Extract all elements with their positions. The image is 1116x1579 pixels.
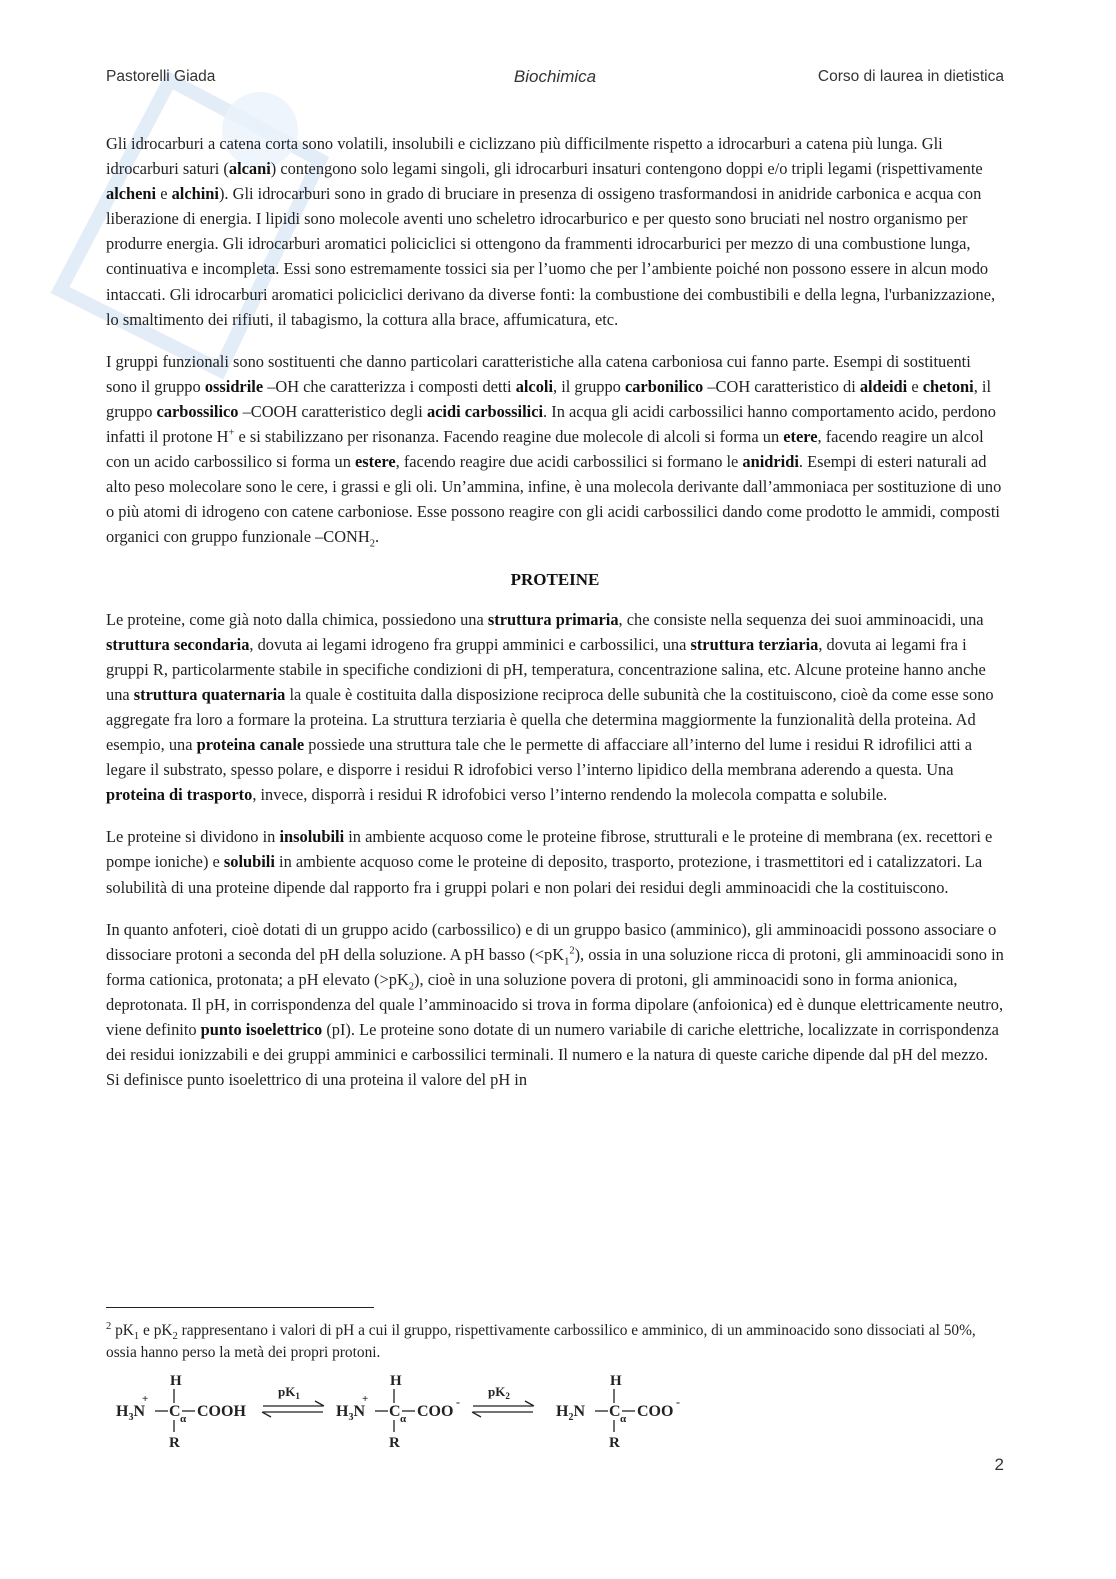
positive-charge: + — [142, 1393, 149, 1405]
svg-text:H: H — [610, 1373, 622, 1389]
carboxyl-group: COOH — [197, 1403, 246, 1420]
svg-text:C: C — [389, 1403, 401, 1420]
footnote-separator — [106, 1307, 374, 1308]
svg-text:H2N: $H_2N$ — [556, 1403, 586, 1423]
keyword: solubili — [223, 852, 275, 872]
keyword: alcoli — [515, 376, 554, 396]
keyword: anidridi — [742, 452, 799, 472]
svg-text:+: + — [362, 1393, 369, 1405]
r-group-label: R — [169, 1435, 180, 1451]
svg-text:α: α — [400, 1413, 407, 1425]
amino-acid-ionization-diagram — [110, 1368, 710, 1452]
keyword: estere — [354, 452, 396, 472]
keyword: carbossilico — [156, 401, 239, 421]
svg-text:R: R — [609, 1435, 620, 1451]
svg-text:H3N: $H_3N$ — [116, 1403, 146, 1423]
pk1-label: $pK_1$ — [278, 1384, 300, 1401]
paragraph-hydrocarbons: Gli idrocarburi a catena corta sono volatili, insolubili e ciclizzano più difficilmente rispetto a idrocarburi a catena più lunga. Gli idrocarburi saturi (alcani) contengono solo legami singoli, gli idrocarburi insaturi contengono doppi e/o tripli legami (rispettivamente alcheni e alchini). Gli idrocarburi sono in grado di bruciare in presenza di ossigeno trasformandosi in anidride carbonica e acqua con liberazione di energia. I lipidi sono molecole aventi uno scheletro idrocarburico e per questo sono bruciati nel nostro organismo per produrre energia. Gli idrocarburi aromatici policiclici si ottengono da frammenti idrocarburici per mezzo di una combustione lunga, continuativa e incompleta. Essi sono estremamente tossici sia per l’uomo che per l’ambiente poiché non possono essere in alcun modo intaccati. Gli idrocarburi aromatici policiclici derivano da diverse fonti: la combustione dei combustibili e della legna, l'urbanizzazione, lo smaltimento dei rifiuti, il tabagismo, la cottura alla brace, affumicatura, etc. — [106, 134, 996, 329]
alpha-label: α — [180, 1413, 187, 1425]
keyword: ossidrile — [204, 376, 264, 396]
footnote: $^2$ $pK_1$ e $pK_2$ rappresentano i valori di pH a cui il gruppo, rispettivamente carbossilico e amminico, di un amminoacido sono dissociati al 50%, ossia hanno perso la metà dei propri protoni. — [106, 1320, 976, 1361]
keyword: etere — [783, 427, 818, 447]
keyword: alchini — [171, 184, 219, 204]
keyword: acidi carbossilici — [426, 401, 544, 421]
paragraph-protein-structure: Le proteine, come già noto dalla chimica, possiedono una struttura primaria, che consiste nella sequenza dei suoi amminoacidi, una struttura secondaria, dovuta ai legami idrogeno fra gruppi amminici e carbossilici, una struttura terziaria, dovuta ai legami fra i gruppi R, particolarmente stabile in specifiche condizioni di pH, temperatura, concentrazione salina, etc. Alcune proteine hanno anche una struttura quaternaria la quale è costituita dalla disposizione reciproca delle subunità che la costituiscono, cioè da come esse sono aggregate fra loro a formare la proteina. La struttura terziaria è quella che determina maggiormente la funzionalità della proteina. Ad esempio, una proteina canale possiede una struttura tale che le permette di affacciare all’interno del lume i residui R idrofilici atti a legare il substrato, spesso polare, e disporre i residui R idrofobici verso l’interno lipidico della membrana aderendo a questa. Una proteina di trasporto, invece, disporrà i residui R idrofobici verso l’interno rendendo la molecola compatta e solubile. — [106, 609, 994, 805]
keyword: punto isoelettrico — [200, 1020, 323, 1039]
section-title: PROTEINE — [510, 569, 600, 589]
header-subject: Biochimica — [513, 67, 597, 86]
header-author: Pastorelli Giada — [106, 68, 216, 85]
pk2-label: $pK_2$ — [488, 1384, 510, 1401]
paragraph-amphoteric: In quanto anfoteri, cioè dotati di un gruppo acido (carbossilico) e di un gruppo basico (amminico), gli amminoacidi possono associare o dissociare protoni a seconda del pH della soluzione. A pH basso $(<pK_1^2)$, ossia in una soluzione ricca di protoni, gli amminoacidi sono in forma cationica, protonata; a pH elevato $(>pK_2)$, cioè in una soluzione povera di protoni, gli amminoacidi sono in forma anionica, deprotonata. Il pH, in corrispondenza del quale l’amminoacido si trova in forma dipolare (anfoionica) ed è dunque elettricamente neutro, viene definito punto isoelettrico (pI). Le proteine sono dotate di un numero variabile di cariche elettriche, localizzate in corrispondenza dei residui ionizzabili e dei gruppi amminici e carbossilici terminali. Il numero e la natura di queste cariche dipende dal pH del mezzo. Si definisce punto isoelettrico di una proteina il valore del pH in — [106, 919, 1004, 1090]
carboxylate-group: COO — [417, 1403, 454, 1420]
page-number: 2 — [994, 1455, 1004, 1474]
keyword: proteina di trasporto — [106, 785, 253, 805]
footnote-mark: 2 — [106, 1320, 112, 1332]
svg-text:C: C — [169, 1403, 181, 1420]
keyword: struttura quaternaria — [133, 684, 286, 704]
svg-text:H3N: $H_3N$ — [336, 1403, 366, 1423]
keyword: carbonilico — [624, 376, 704, 396]
header-course: Corso di laurea in dietistica — [817, 68, 1004, 85]
keyword: struttura primaria — [487, 609, 619, 629]
document-body — [106, 131, 1004, 1109]
keyword: struttura terziaria — [690, 634, 819, 654]
paragraph-protein-solubility: Le proteine si dividono in insolubili in ambiente acquoso come le proteine fibrose, strutturali e le proteine di membrana (ex. recettori e pompe ioniche) e solubili in ambiente acquoso come le proteine di deposito, trasporto, protezione, i trasmettitori ed i catalizzatori. La solubilità di una proteine dipende dal rapporto fra i gruppi polari e non polari dei residui degli amminoacidi che la costituiscono. — [106, 827, 993, 897]
hydrogen-label: H — [170, 1373, 182, 1389]
keyword: alcheni — [106, 184, 157, 204]
keyword: insolubili — [279, 827, 345, 847]
paragraph-functional-groups: I gruppi funzionali sono sostituenti che danno particolari caratteristiche alla catena carboniosa cui fanno parte. Esempi di sostituenti sono il gruppo ossidrile –OH che caratterizza i composti detti alcoli, il gruppo carbonilico –COH caratteristico di aldeidi e chetoni, il gruppo carbossilico –COOH caratteristico degli acidi carbossilici. In acqua gli acidi carbossilici hanno comportamento acido, perdono infatti il protone H+ e si stabilizzano per risonanza. Facendo reagine due molecole di alcoli si forma un etere, facendo reagire un alcol con un acido carbossilico si forma un estere, facendo reagire due acidi carbossilici si formano le anidridi. Esempi di esteri naturali ad alto peso molecolare sono le cere, i grassi e gli oli. Un’ammina, infine, è una molecola derivante dall’ammoniaca per sostituzione di uno o più atomi di idrogeno con catene carboniose. Esse possono reagire con gli acidi carbossilici dando come prodotto le ammidi, composti organici con gruppo funzionale $-CONH_2$. — [106, 351, 1002, 550]
svg-text:-: - — [676, 1395, 680, 1409]
svg-text:COO: COO — [637, 1403, 674, 1420]
svg-text:H: H — [390, 1373, 402, 1389]
svg-text:R: R — [389, 1435, 400, 1451]
negative-charge: - — [456, 1395, 460, 1409]
keyword: struttura secondaria — [106, 634, 250, 654]
keyword: alcani — [228, 159, 271, 179]
svg-text:α: α — [620, 1413, 627, 1425]
svg-text:C: C — [609, 1403, 621, 1420]
keyword: aldeidi — [859, 376, 908, 396]
keyword: proteina canale — [196, 735, 305, 755]
keyword: chetoni — [922, 376, 974, 396]
page-header — [106, 68, 1004, 92]
